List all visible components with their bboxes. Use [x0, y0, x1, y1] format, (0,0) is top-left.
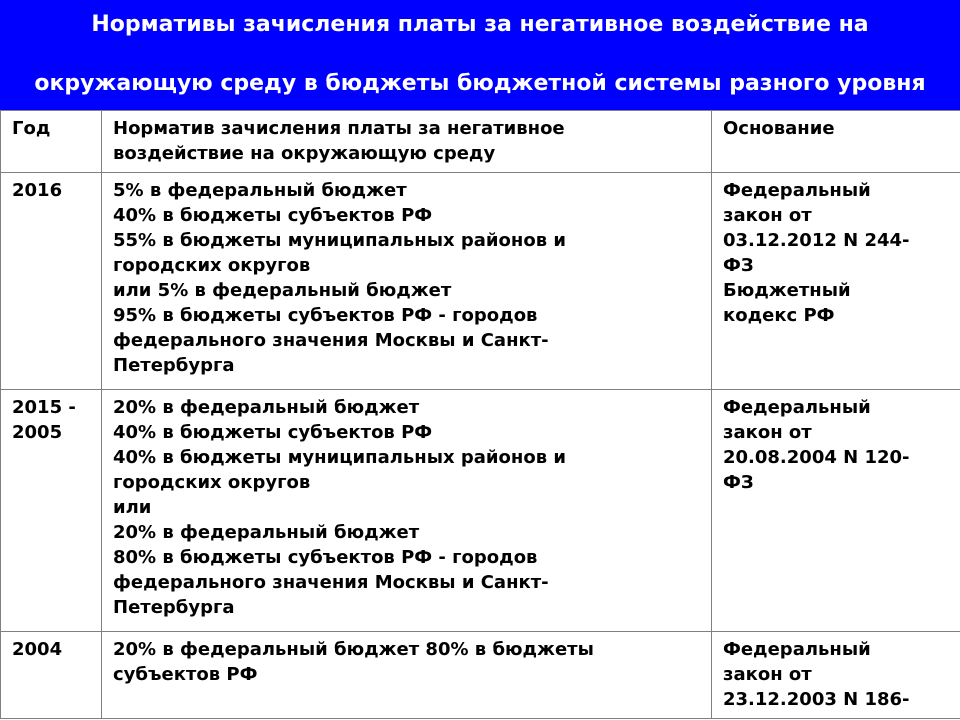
cell-norm — [102, 632, 712, 719]
basis-line: Федеральный — [723, 397, 871, 418]
basis-line: ФЗ — [723, 255, 754, 276]
cell-year — [1, 632, 102, 719]
basis-line: Федеральный — [723, 639, 871, 660]
header-norm — [102, 111, 712, 173]
norm-line: 40% в бюджеты муниципальных районов и — [113, 447, 566, 468]
table-header-row — [1, 111, 960, 173]
header-basis-label: Основание — [723, 118, 835, 139]
norm-line: Петербурга — [113, 597, 235, 618]
basis-line: Федеральный — [723, 180, 871, 201]
header-year — [1, 111, 102, 173]
cell-basis — [712, 390, 960, 632]
title-line-1: Нормативы зачисления платы за негативное воздействие на — [91, 12, 869, 37]
norm-line: федерального значения Москвы и Санкт- — [113, 330, 549, 351]
cell-norm — [102, 173, 712, 390]
basis-line: 03.12.2012 N 244- — [723, 230, 910, 251]
norm-line: или 5% в федеральный бюджет — [113, 280, 452, 301]
norm-line: 20% в федеральный бюджет — [113, 522, 420, 543]
norm-line: 40% в бюджеты субъектов РФ — [113, 205, 433, 226]
year-line: 2015 - — [12, 397, 76, 418]
norm-line: или — [113, 497, 152, 518]
basis-line: закон от — [723, 422, 812, 443]
norm-line: городских округов — [113, 472, 311, 493]
table-row-2015-2005 — [1, 390, 960, 632]
cell-norm — [102, 390, 712, 632]
basis-line: закон от — [723, 205, 812, 226]
basis-line: кодекс РФ — [723, 305, 835, 326]
norm-line: Петербурга — [113, 355, 235, 376]
table-row-2004 — [1, 632, 960, 719]
norm-line: 20% в федеральный бюджет 80% в бюджеты — [113, 639, 594, 660]
cell-year — [1, 390, 102, 632]
norm-line: 5% в федеральный бюджет — [113, 180, 407, 201]
basis-line: ФЗ — [723, 472, 754, 493]
basis-line: 20.08.2004 N 120- — [723, 447, 910, 468]
basis-line: закон от — [723, 664, 812, 685]
norms-table — [0, 110, 960, 719]
header-year-label: Год — [12, 118, 51, 139]
cell-basis — [712, 632, 960, 719]
year-line: 2016 — [12, 180, 63, 201]
cell-year — [1, 173, 102, 390]
basis-line: 23.12.2003 N 186- — [723, 689, 910, 710]
header-norm-line: воздействие на окружающую среду — [113, 143, 496, 164]
norm-line: федерального значения Москвы и Санкт- — [113, 572, 549, 593]
year-line: 2005 — [12, 422, 63, 443]
norm-line: городских округов — [113, 255, 311, 276]
norm-line: 55% в бюджеты муниципальных районов и — [113, 230, 566, 251]
basis-line: Бюджетный — [723, 280, 851, 301]
norm-line: 20% в федеральный бюджет — [113, 397, 420, 418]
norm-line: субъектов РФ — [113, 664, 258, 685]
norm-line: 95% в бюджеты субъектов РФ - городов — [113, 305, 538, 326]
table-row-2016 — [1, 173, 960, 390]
title-banner — [0, 0, 960, 110]
title-line-2: окружающую среду в бюджеты бюджетной системы разного уровня — [34, 71, 926, 96]
year-line: 2004 — [12, 639, 63, 660]
norm-line: 80% в бюджеты субъектов РФ - городов — [113, 547, 538, 568]
header-basis — [712, 111, 960, 173]
cell-basis — [712, 173, 960, 390]
header-norm-line: Норматив зачисления платы за негативное — [113, 118, 565, 139]
norm-line: 40% в бюджеты субъектов РФ — [113, 422, 433, 443]
